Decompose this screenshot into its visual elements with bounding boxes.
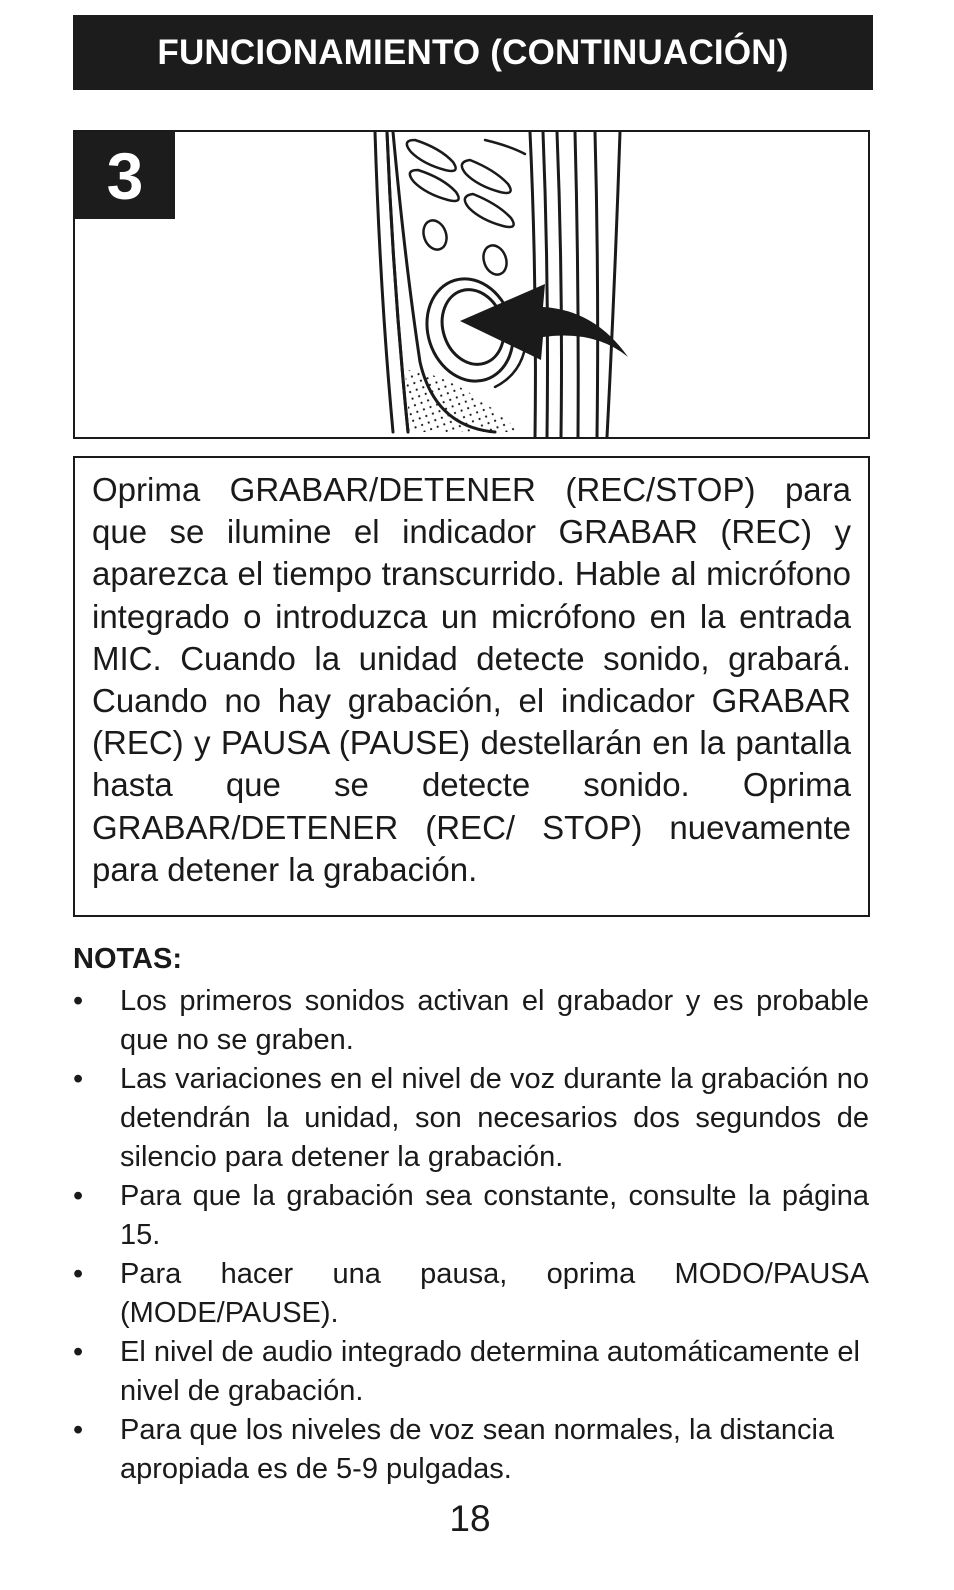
note-item [73,1411,869,1489]
note-text: Las variaciones en el nivel de voz durante la grabación no detendrán la unidad, son necesarios dos segundos de silencio para detener la grabación. [120,1063,869,1173]
instruction-text: Oprima GRABAR/DETENER (REC/STOP) para que se ilumine el indicador GRABAR (REC) y aparezca el tiempo transcurrido. Hable al micrófono integrado o introduzca un micrófono en la entrada MIC. Cuando la unidad detecte sonido, grabará. Cuando no hay grabación, el indicador GRABAR (REC) y PAUSA (PAUSE) destellarán en la pantalla hasta que se detecte sonido. Oprima GRABAR/DETENER (REC/ STOP) nuevamente para detener la grabación. [92,471,851,888]
note-item [73,1333,869,1411]
note-text: Para que la grabación sea constante, consulte la página 15. [120,1180,869,1251]
recorder-illustration [75,132,868,437]
bullet-icon: • [73,1336,84,1368]
section-title: FUNCIONAMIENTO (CONTINUACIÓN) [157,32,789,72]
note-text: Para que los niveles de voz sean normales, la distancia apropiada es de 5-9 pulgadas. [120,1414,835,1485]
notes-heading: NOTAS: [73,943,183,975]
note-text: El nivel de audio integrado determina automáticamente el nivel de grabación. [120,1336,860,1407]
note-text: Para hacer una pausa, oprima MODO/PAUSA (MODE/PAUSE). [120,1258,869,1329]
bullet-icon: • [73,985,84,1017]
notes-list [73,982,869,1489]
note-text: Los primeros sonidos activan el grabador y es probable que no se graben. [120,985,869,1056]
bullet-icon: • [73,1414,84,1446]
note-item [73,1255,869,1333]
step-number-badge: 3 [75,132,175,219]
bullet-icon: • [73,1063,84,1095]
step-figure [73,130,870,439]
bullet-icon: • [73,1258,84,1290]
section-header [73,15,873,90]
note-item [73,982,869,1060]
page-number: 18 [449,1498,491,1539]
instruction-box [73,456,870,917]
note-item [73,1177,869,1255]
bullet-icon: • [73,1180,84,1212]
note-item [73,1060,869,1177]
